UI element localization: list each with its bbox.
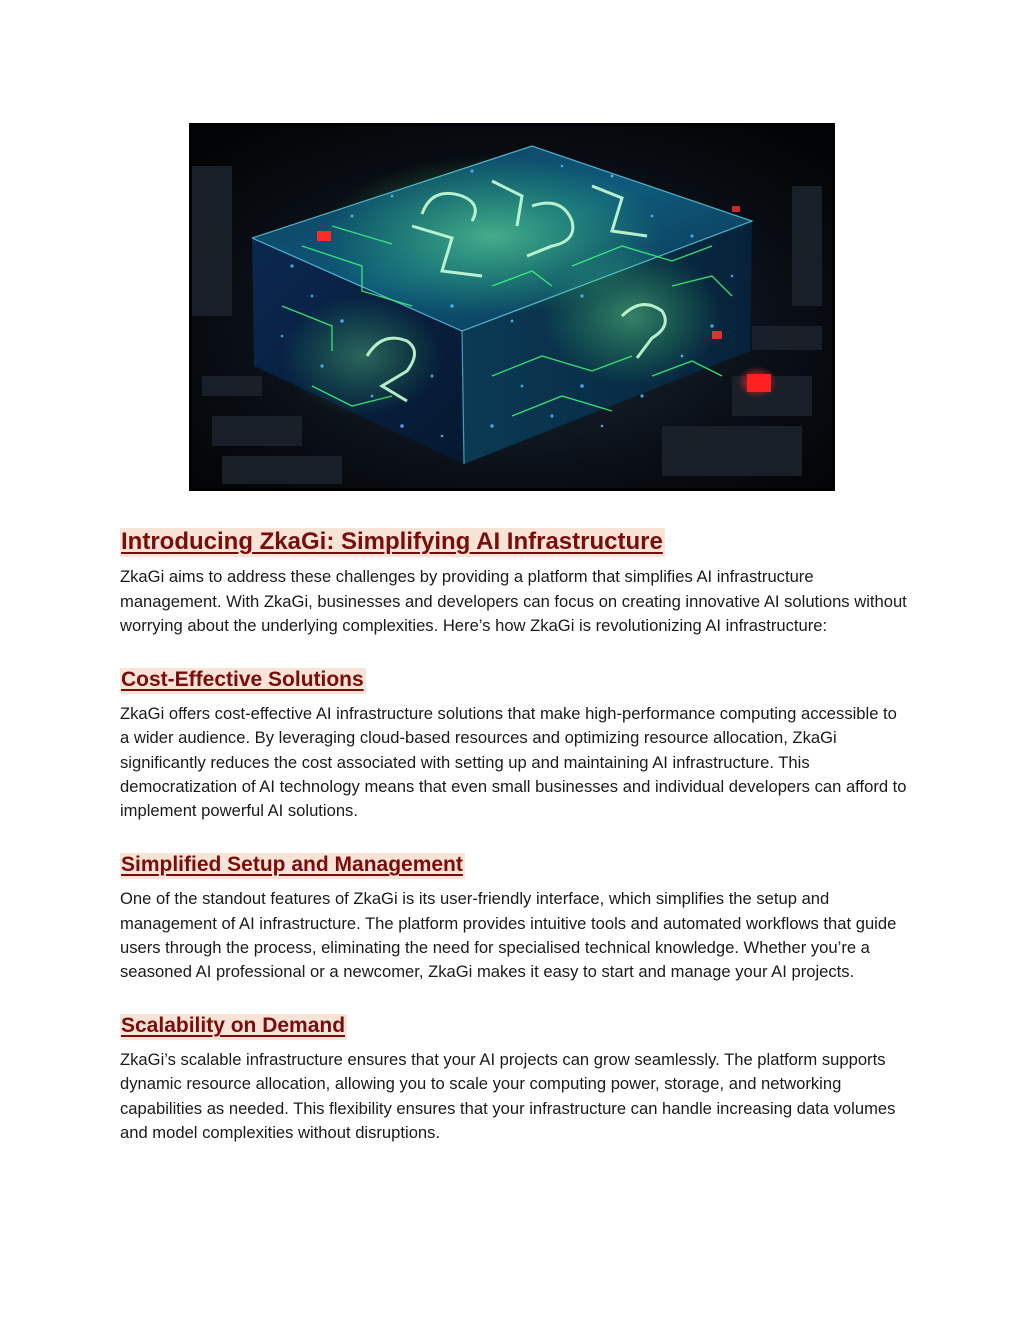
section-paragraph: One of the standout features of ZkaGi is its user-friendly interface, which simplifies the setup and management of AI infrastructure. The platform provides intuitive tools and automated workflows that guide users through the process, eliminating the need for specialised technical knowledge. Whether you’re a seasoned AI professional or a newcomer, ZkaGi makes it easy to start and manage your AI projects.	[120, 889, 897, 982]
section-heading: Scalability on Demand	[120, 1014, 347, 1040]
section-cost-effective	[120, 668, 910, 823]
article-body	[120, 528, 910, 1145]
circuit-cube-illustration	[192, 126, 832, 488]
section-scalability	[120, 1014, 910, 1145]
intro-heading: Introducing ZkaGi: Simplifying AI Infrastructure	[120, 528, 665, 557]
hero-image	[189, 123, 835, 491]
section-paragraph: ZkaGi’s scalable infrastructure ensures that your AI projects can grow seamlessly. The platform supports dynamic resource allocation, allowing you to scale your computing power, storage, and networking capabilities as needed. This flexibility ensures that your infrastructure can handle increasing data volumes and model complexities without disruptions.	[120, 1050, 896, 1143]
section-heading: Cost-Effective Solutions	[120, 668, 366, 694]
intro-paragraph: ZkaGi aims to address these challenges by providing a platform that simplifies AI infrastructure management. With ZkaGi, businesses and developers can focus on creating innovative AI solutions without worrying about the underlying complexities. Here’s how ZkaGi is revolutionizing AI infrastructure:	[120, 567, 907, 635]
section-heading: Simplified Setup and Management	[120, 853, 465, 879]
section-simplified-setup	[120, 853, 910, 984]
section-paragraph: ZkaGi offers cost-effective AI infrastructure solutions that make high-performance computing accessible to a wider audience. By leveraging cloud-based resources and optimizing resource allocation, ZkaGi significantly reduces the cost associated with setting up and maintaining AI infrastructure. This democratization of AI technology means that even small businesses and individual developers can afford to implement powerful AI solutions.	[120, 703, 907, 821]
